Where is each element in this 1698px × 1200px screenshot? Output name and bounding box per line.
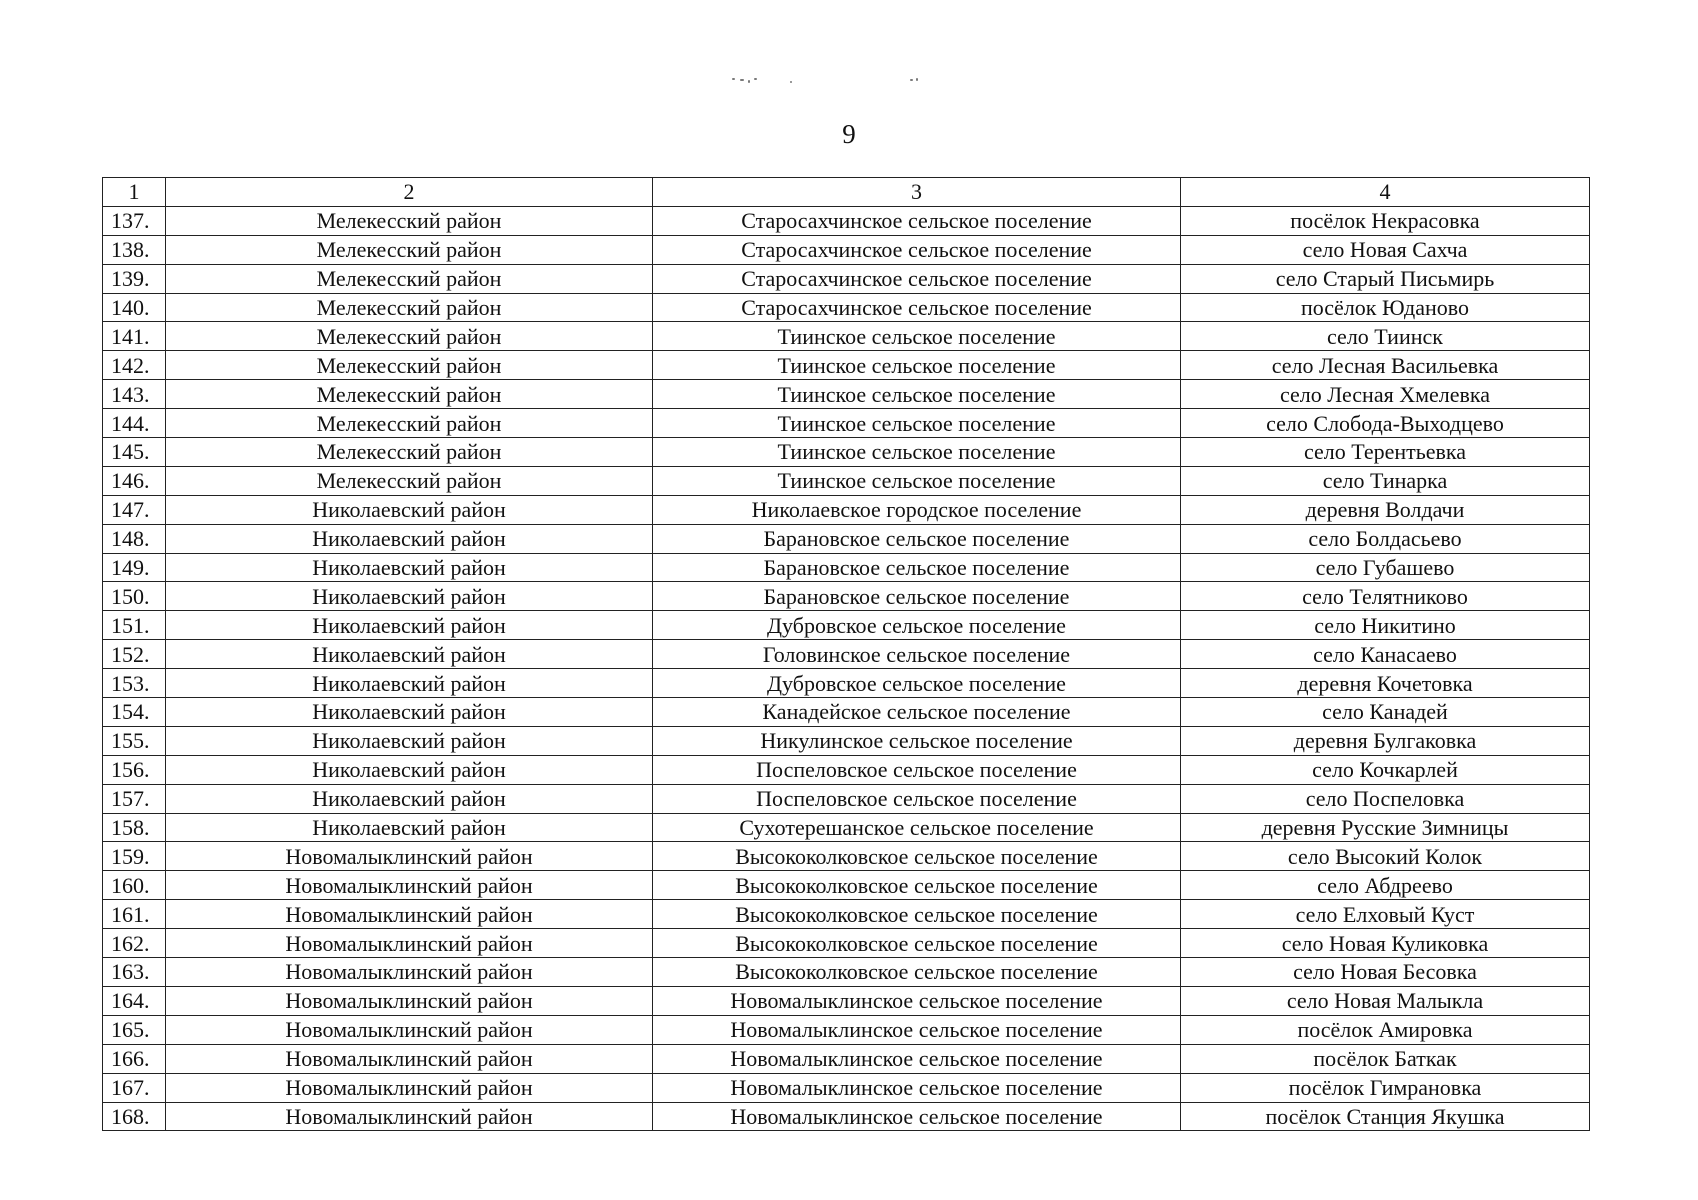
settlement-cell: Тиинское сельское поселение xyxy=(653,351,1181,380)
settlement-cell: Новомалыклинское сельское поселение xyxy=(653,986,1181,1015)
settlement-cell: Высококолковское сельское поселение xyxy=(653,871,1181,900)
locality-cell: село Елховый Куст xyxy=(1181,900,1590,929)
district-cell: Мелекесский район xyxy=(166,235,653,264)
settlements-table xyxy=(102,177,1590,1131)
table-row xyxy=(103,438,1590,467)
row-number-cell: 150. xyxy=(103,582,166,611)
locality-cell: деревня Русские Зимницы xyxy=(1181,813,1590,842)
table-row xyxy=(103,784,1590,813)
row-number-cell: 160. xyxy=(103,871,166,900)
table-row xyxy=(103,206,1590,235)
row-number-cell: 155. xyxy=(103,726,166,755)
settlement-cell: Тиинское сельское поселение xyxy=(653,409,1181,438)
table-row xyxy=(103,495,1590,524)
district-cell: Николаевский район xyxy=(166,611,653,640)
settlement-cell: Старосахчинское сельское поселение xyxy=(653,264,1181,293)
settlement-cell: Новомалыклинское сельское поселение xyxy=(653,1102,1181,1131)
column-header-2: 2 xyxy=(166,178,653,207)
row-number-cell: 141. xyxy=(103,322,166,351)
locality-cell: село Терентьевка xyxy=(1181,438,1590,467)
row-number-cell: 142. xyxy=(103,351,166,380)
district-cell: Новомалыклинский район xyxy=(166,986,653,1015)
row-number-cell: 137. xyxy=(103,206,166,235)
row-number-cell: 143. xyxy=(103,380,166,409)
settlement-cell: Николаевское городское поселение xyxy=(653,495,1181,524)
settlement-cell: Поспеловское сельское поселение xyxy=(653,755,1181,784)
table-row xyxy=(103,698,1590,727)
settlement-cell: Головинское сельское поселение xyxy=(653,640,1181,669)
settlement-cell: Барановское сельское поселение xyxy=(653,582,1181,611)
district-cell: Николаевский район xyxy=(166,813,653,842)
locality-cell: посёлок Станция Якушка xyxy=(1181,1102,1590,1131)
locality-cell: село Кочкарлей xyxy=(1181,755,1590,784)
locality-cell: посёлок Баткак xyxy=(1181,1044,1590,1073)
table-row xyxy=(103,1073,1590,1102)
settlement-cell: Тиинское сельское поселение xyxy=(653,322,1181,351)
row-number-cell: 138. xyxy=(103,235,166,264)
locality-cell: село Новая Сахча xyxy=(1181,235,1590,264)
row-number-cell: 144. xyxy=(103,409,166,438)
table-row xyxy=(103,380,1590,409)
row-number-cell: 148. xyxy=(103,524,166,553)
row-number-cell: 145. xyxy=(103,438,166,467)
locality-cell: посёлок Некрасовка xyxy=(1181,206,1590,235)
district-cell: Николаевский район xyxy=(166,784,653,813)
column-header-1: 1 xyxy=(103,178,166,207)
settlement-cell: Барановское сельское поселение xyxy=(653,553,1181,582)
district-cell: Мелекесский район xyxy=(166,409,653,438)
table-row xyxy=(103,726,1590,755)
row-number-cell: 140. xyxy=(103,293,166,322)
locality-cell: село Поспеловка xyxy=(1181,784,1590,813)
district-cell: Мелекесский район xyxy=(166,264,653,293)
table-row xyxy=(103,409,1590,438)
table-row xyxy=(103,1015,1590,1044)
table-row xyxy=(103,235,1590,264)
table-row xyxy=(103,640,1590,669)
row-number-cell: 139. xyxy=(103,264,166,293)
district-cell: Николаевский район xyxy=(166,726,653,755)
locality-cell: село Канадей xyxy=(1181,698,1590,727)
district-cell: Николаевский район xyxy=(166,640,653,669)
district-cell: Новомалыклинский район xyxy=(166,871,653,900)
row-number-cell: 162. xyxy=(103,929,166,958)
row-number-cell: 149. xyxy=(103,553,166,582)
settlement-cell: Поспеловское сельское поселение xyxy=(653,784,1181,813)
district-cell: Новомалыклинский район xyxy=(166,1044,653,1073)
settlement-cell: Канадейское сельское поселение xyxy=(653,698,1181,727)
scan-artifacts xyxy=(730,70,950,90)
locality-cell: село Новая Бесовка xyxy=(1181,958,1590,987)
settlement-cell: Старосахчинское сельское поселение xyxy=(653,206,1181,235)
row-number-cell: 151. xyxy=(103,611,166,640)
district-cell: Новомалыклинский район xyxy=(166,929,653,958)
district-cell: Мелекесский район xyxy=(166,438,653,467)
locality-cell: село Болдасьево xyxy=(1181,524,1590,553)
page-number: 9 xyxy=(842,119,856,149)
row-number-cell: 163. xyxy=(103,958,166,987)
settlement-cell: Высококолковское сельское поселение xyxy=(653,958,1181,987)
table-row xyxy=(103,900,1590,929)
locality-cell: село Старый Письмирь xyxy=(1181,264,1590,293)
row-number-cell: 165. xyxy=(103,1015,166,1044)
column-header-4: 4 xyxy=(1181,178,1590,207)
district-cell: Николаевский район xyxy=(166,755,653,784)
table-row xyxy=(103,611,1590,640)
settlement-cell: Никулинское сельское поселение xyxy=(653,726,1181,755)
settlement-cell: Тиинское сельское поселение xyxy=(653,438,1181,467)
table-row xyxy=(103,264,1590,293)
district-cell: Николаевский район xyxy=(166,495,653,524)
district-cell: Новомалыклинский район xyxy=(166,900,653,929)
district-cell: Мелекесский район xyxy=(166,351,653,380)
district-cell: Мелекесский район xyxy=(166,380,653,409)
row-number-cell: 154. xyxy=(103,698,166,727)
table-row xyxy=(103,813,1590,842)
row-number-cell: 164. xyxy=(103,986,166,1015)
table-row xyxy=(103,755,1590,784)
district-cell: Николаевский район xyxy=(166,669,653,698)
row-number-cell: 147. xyxy=(103,495,166,524)
settlement-cell: Сухотерешанское сельское поселение xyxy=(653,813,1181,842)
settlement-cell: Новомалыклинское сельское поселение xyxy=(653,1073,1181,1102)
locality-cell: посёлок Юданово xyxy=(1181,293,1590,322)
district-cell: Николаевский район xyxy=(166,698,653,727)
district-cell: Новомалыклинский район xyxy=(166,958,653,987)
table-row xyxy=(103,1044,1590,1073)
row-number-cell: 156. xyxy=(103,755,166,784)
table-row xyxy=(103,871,1590,900)
settlement-cell: Тиинское сельское поселение xyxy=(653,380,1181,409)
settlement-cell: Высококолковское сельское поселение xyxy=(653,900,1181,929)
row-number-cell: 146. xyxy=(103,466,166,495)
settlement-cell: Барановское сельское поселение xyxy=(653,524,1181,553)
settlement-cell: Высококолковское сельское поселение xyxy=(653,842,1181,871)
row-number-cell: 157. xyxy=(103,784,166,813)
table-row xyxy=(103,322,1590,351)
settlement-cell: Старосахчинское сельское поселение xyxy=(653,293,1181,322)
locality-cell: село Слобода-Выходцево xyxy=(1181,409,1590,438)
table-row xyxy=(103,524,1590,553)
row-number-cell: 159. xyxy=(103,842,166,871)
row-number-cell: 158. xyxy=(103,813,166,842)
locality-cell: село Никитино xyxy=(1181,611,1590,640)
district-cell: Мелекесский район xyxy=(166,206,653,235)
locality-cell: село Абдреево xyxy=(1181,871,1590,900)
table-header-row xyxy=(103,178,1590,207)
table-row xyxy=(103,669,1590,698)
district-cell: Мелекесский район xyxy=(166,293,653,322)
locality-cell: деревня Кочетовка xyxy=(1181,669,1590,698)
district-cell: Мелекесский район xyxy=(166,322,653,351)
district-cell: Новомалыклинский район xyxy=(166,1102,653,1131)
locality-cell: село Высокий Колок xyxy=(1181,842,1590,871)
district-cell: Новомалыклинский район xyxy=(166,1073,653,1102)
table-row xyxy=(103,466,1590,495)
settlement-cell: Старосахчинское сельское поселение xyxy=(653,235,1181,264)
locality-cell: село Канасаево xyxy=(1181,640,1590,669)
district-cell: Николаевский район xyxy=(166,582,653,611)
locality-cell: деревня Волдачи xyxy=(1181,495,1590,524)
table-row xyxy=(103,293,1590,322)
table-body xyxy=(103,206,1590,1131)
settlement-cell: Новомалыклинское сельское поселение xyxy=(653,1015,1181,1044)
row-number-cell: 152. xyxy=(103,640,166,669)
row-number-cell: 153. xyxy=(103,669,166,698)
locality-cell: село Лесная Хмелевка xyxy=(1181,380,1590,409)
row-number-cell: 161. xyxy=(103,900,166,929)
table-row xyxy=(103,1102,1590,1131)
table-row xyxy=(103,582,1590,611)
table-row xyxy=(103,842,1590,871)
table-row xyxy=(103,958,1590,987)
table-row xyxy=(103,553,1590,582)
district-cell: Николаевский район xyxy=(166,553,653,582)
settlement-cell: Дубровское сельское поселение xyxy=(653,669,1181,698)
locality-cell: деревня Булгаковка xyxy=(1181,726,1590,755)
district-cell: Новомалыклинский район xyxy=(166,842,653,871)
row-number-cell: 168. xyxy=(103,1102,166,1131)
locality-cell: село Новая Малыкла xyxy=(1181,986,1590,1015)
table-row xyxy=(103,929,1590,958)
locality-cell: посёлок Амировка xyxy=(1181,1015,1590,1044)
settlement-cell: Новомалыклинское сельское поселение xyxy=(653,1044,1181,1073)
column-header-3: 3 xyxy=(653,178,1181,207)
locality-cell: село Телятниково xyxy=(1181,582,1590,611)
locality-cell: село Новая Куликовка xyxy=(1181,929,1590,958)
table-row xyxy=(103,986,1590,1015)
row-number-cell: 166. xyxy=(103,1044,166,1073)
locality-cell: село Тинарка xyxy=(1181,466,1590,495)
locality-cell: село Тиинск xyxy=(1181,322,1590,351)
district-cell: Мелекесский район xyxy=(166,466,653,495)
district-cell: Николаевский район xyxy=(166,524,653,553)
settlement-cell: Тиинское сельское поселение xyxy=(653,466,1181,495)
locality-cell: село Губашево xyxy=(1181,553,1590,582)
locality-cell: село Лесная Васильевка xyxy=(1181,351,1590,380)
row-number-cell: 167. xyxy=(103,1073,166,1102)
district-cell: Новомалыклинский район xyxy=(166,1015,653,1044)
settlement-cell: Дубровское сельское поселение xyxy=(653,611,1181,640)
settlement-cell: Высококолковское сельское поселение xyxy=(653,929,1181,958)
table-row xyxy=(103,351,1590,380)
locality-cell: посёлок Гимрановка xyxy=(1181,1073,1590,1102)
